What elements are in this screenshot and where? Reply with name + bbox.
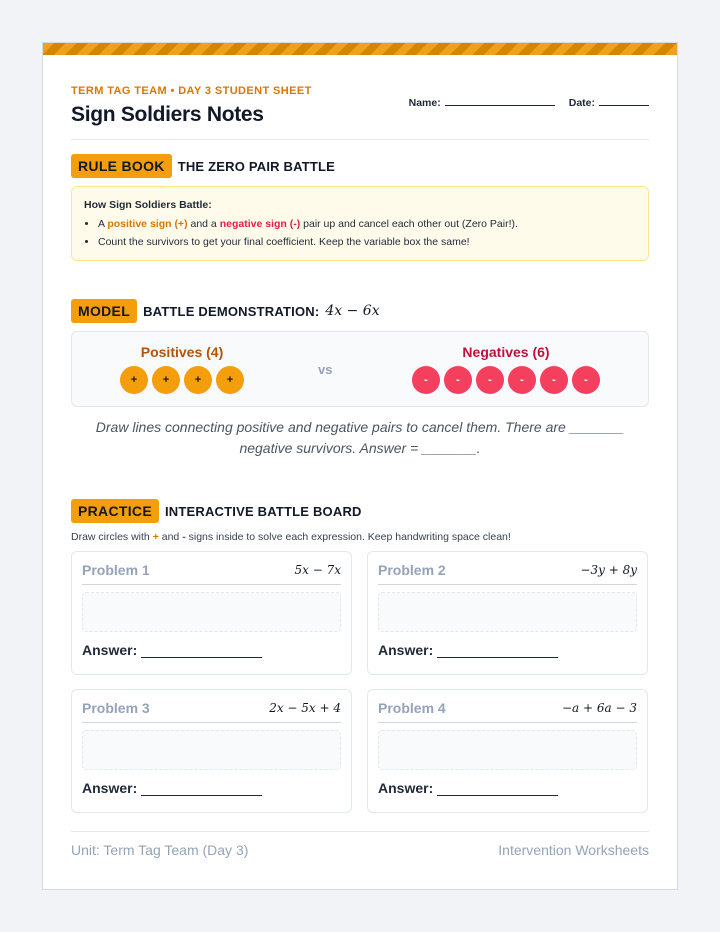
negative-chip: - — [572, 366, 600, 394]
work-area[interactable] — [378, 730, 637, 770]
positive-chip: + — [120, 366, 148, 394]
sheet-kicker: TERM TAG TEAM • DAY 3 STUDENT SHEET — [71, 85, 312, 97]
problem-expression: 2x − 5x + 4 — [269, 701, 341, 715]
rule-box-title: How Sign Soldiers Battle: — [84, 199, 212, 211]
practice-title: INTERACTIVE BATTLE BOARD — [164, 503, 362, 519]
problem-card-1 — [71, 551, 352, 675]
model-tag: MODEL — [71, 299, 137, 323]
positive-chip: + — [184, 366, 212, 394]
name-line[interactable] — [445, 96, 555, 106]
instruction-line-1: Draw lines connecting positive and negative pairs to cancel them. There are _______ — [95, 419, 625, 435]
model-title: BATTLE DEMONSTRATION: — [143, 303, 320, 319]
practice-text: signs inside to solve each expression. Keep handwriting space clean! — [185, 531, 511, 543]
negatives-label: Negatives (6) — [462, 344, 550, 360]
rule-book-section — [71, 154, 649, 261]
answer-label: Answer: — [82, 642, 138, 658]
positive-chips — [120, 366, 244, 394]
positives-label: Positives (4) — [140, 344, 224, 360]
rule-box — [71, 186, 649, 261]
model-section — [71, 299, 649, 459]
problem-grid — [71, 551, 649, 813]
problem-card-2 — [367, 551, 648, 675]
problem-label: Problem 1 — [82, 562, 150, 578]
practice-tag: PRACTICE — [71, 499, 159, 523]
practice-instructions — [71, 531, 649, 543]
battle-demo-board — [71, 331, 649, 407]
work-area[interactable] — [82, 730, 341, 770]
work-area[interactable] — [82, 592, 341, 632]
model-instruction — [71, 417, 649, 459]
rule-bullet-2: • Count the survivors to get your final coefficient. Keep the variable box the same! — [98, 236, 636, 248]
name-label: Name: — [408, 97, 441, 109]
caution-stripe — [43, 43, 677, 55]
answer-row — [82, 780, 341, 796]
answer-row — [378, 780, 637, 796]
practice-text: Draw circles with — [71, 531, 153, 543]
page-title: Sign Soldiers Notes — [71, 103, 264, 126]
practice-section — [71, 499, 649, 813]
negatives-group — [412, 344, 600, 394]
answer-label: Answer: — [378, 780, 434, 796]
date-field[interactable] — [569, 96, 649, 109]
instruction-line-2: negative survivors. Answer = _______. — [239, 440, 481, 456]
model-expression: 4x − 6x — [325, 303, 380, 319]
negative-chip: - — [444, 366, 472, 394]
negative-chip: - — [540, 366, 568, 394]
answer-line[interactable] — [141, 646, 262, 658]
rule-book-tag: RULE BOOK — [71, 154, 172, 178]
minus-sign: - — [182, 531, 186, 543]
answer-line[interactable] — [141, 784, 262, 796]
problem-label: Problem 4 — [378, 700, 446, 716]
answer-row — [82, 642, 341, 658]
negative-chip: - — [412, 366, 440, 394]
footer-unit: Unit: Term Tag Team (Day 3) — [71, 842, 249, 858]
page-header — [71, 55, 649, 140]
problem-card-3 — [71, 689, 352, 813]
date-line[interactable] — [599, 96, 649, 106]
positive-sign-term: positive sign (+) — [107, 218, 188, 230]
answer-row — [378, 642, 637, 658]
practice-text: and — [158, 531, 183, 543]
page-footer — [71, 831, 649, 858]
answer-label: Answer: — [378, 642, 434, 658]
rule-text: and a — [187, 218, 220, 230]
rule-bullet-1 — [98, 218, 636, 230]
positive-chip: + — [216, 366, 244, 394]
problem-label: Problem 3 — [82, 700, 150, 716]
rule-text: A — [98, 218, 108, 230]
problem-expression: 5x − 7x — [294, 563, 341, 577]
footer-series: Intervention Worksheets — [498, 842, 649, 858]
work-area[interactable] — [378, 592, 637, 632]
positive-chip: + — [152, 366, 180, 394]
problem-expression: −3y + 8y — [580, 563, 637, 577]
name-field[interactable] — [409, 96, 555, 109]
answer-line[interactable] — [437, 646, 558, 658]
worksheet-page — [42, 42, 678, 890]
problem-expression: −a + 6a − 3 — [562, 701, 637, 715]
answer-line[interactable] — [437, 784, 558, 796]
negative-chip: - — [508, 366, 536, 394]
negative-chips — [412, 366, 600, 394]
plus-sign: + — [152, 531, 159, 543]
rule-book-title: THE ZERO PAIR BATTLE — [177, 158, 336, 174]
problem-card-4 — [367, 689, 648, 813]
answer-label: Answer: — [82, 780, 138, 796]
versus-label: vs — [318, 362, 333, 377]
date-label: Date: — [568, 97, 595, 109]
rule-text: pair up and cancel each other out (Zero Pair!). — [300, 218, 518, 230]
name-date-fields — [409, 96, 649, 109]
negative-sign-term: negative sign (-) — [219, 218, 301, 230]
negative-chip: - — [476, 366, 504, 394]
positives-group — [120, 344, 244, 394]
problem-label: Problem 2 — [378, 562, 446, 578]
